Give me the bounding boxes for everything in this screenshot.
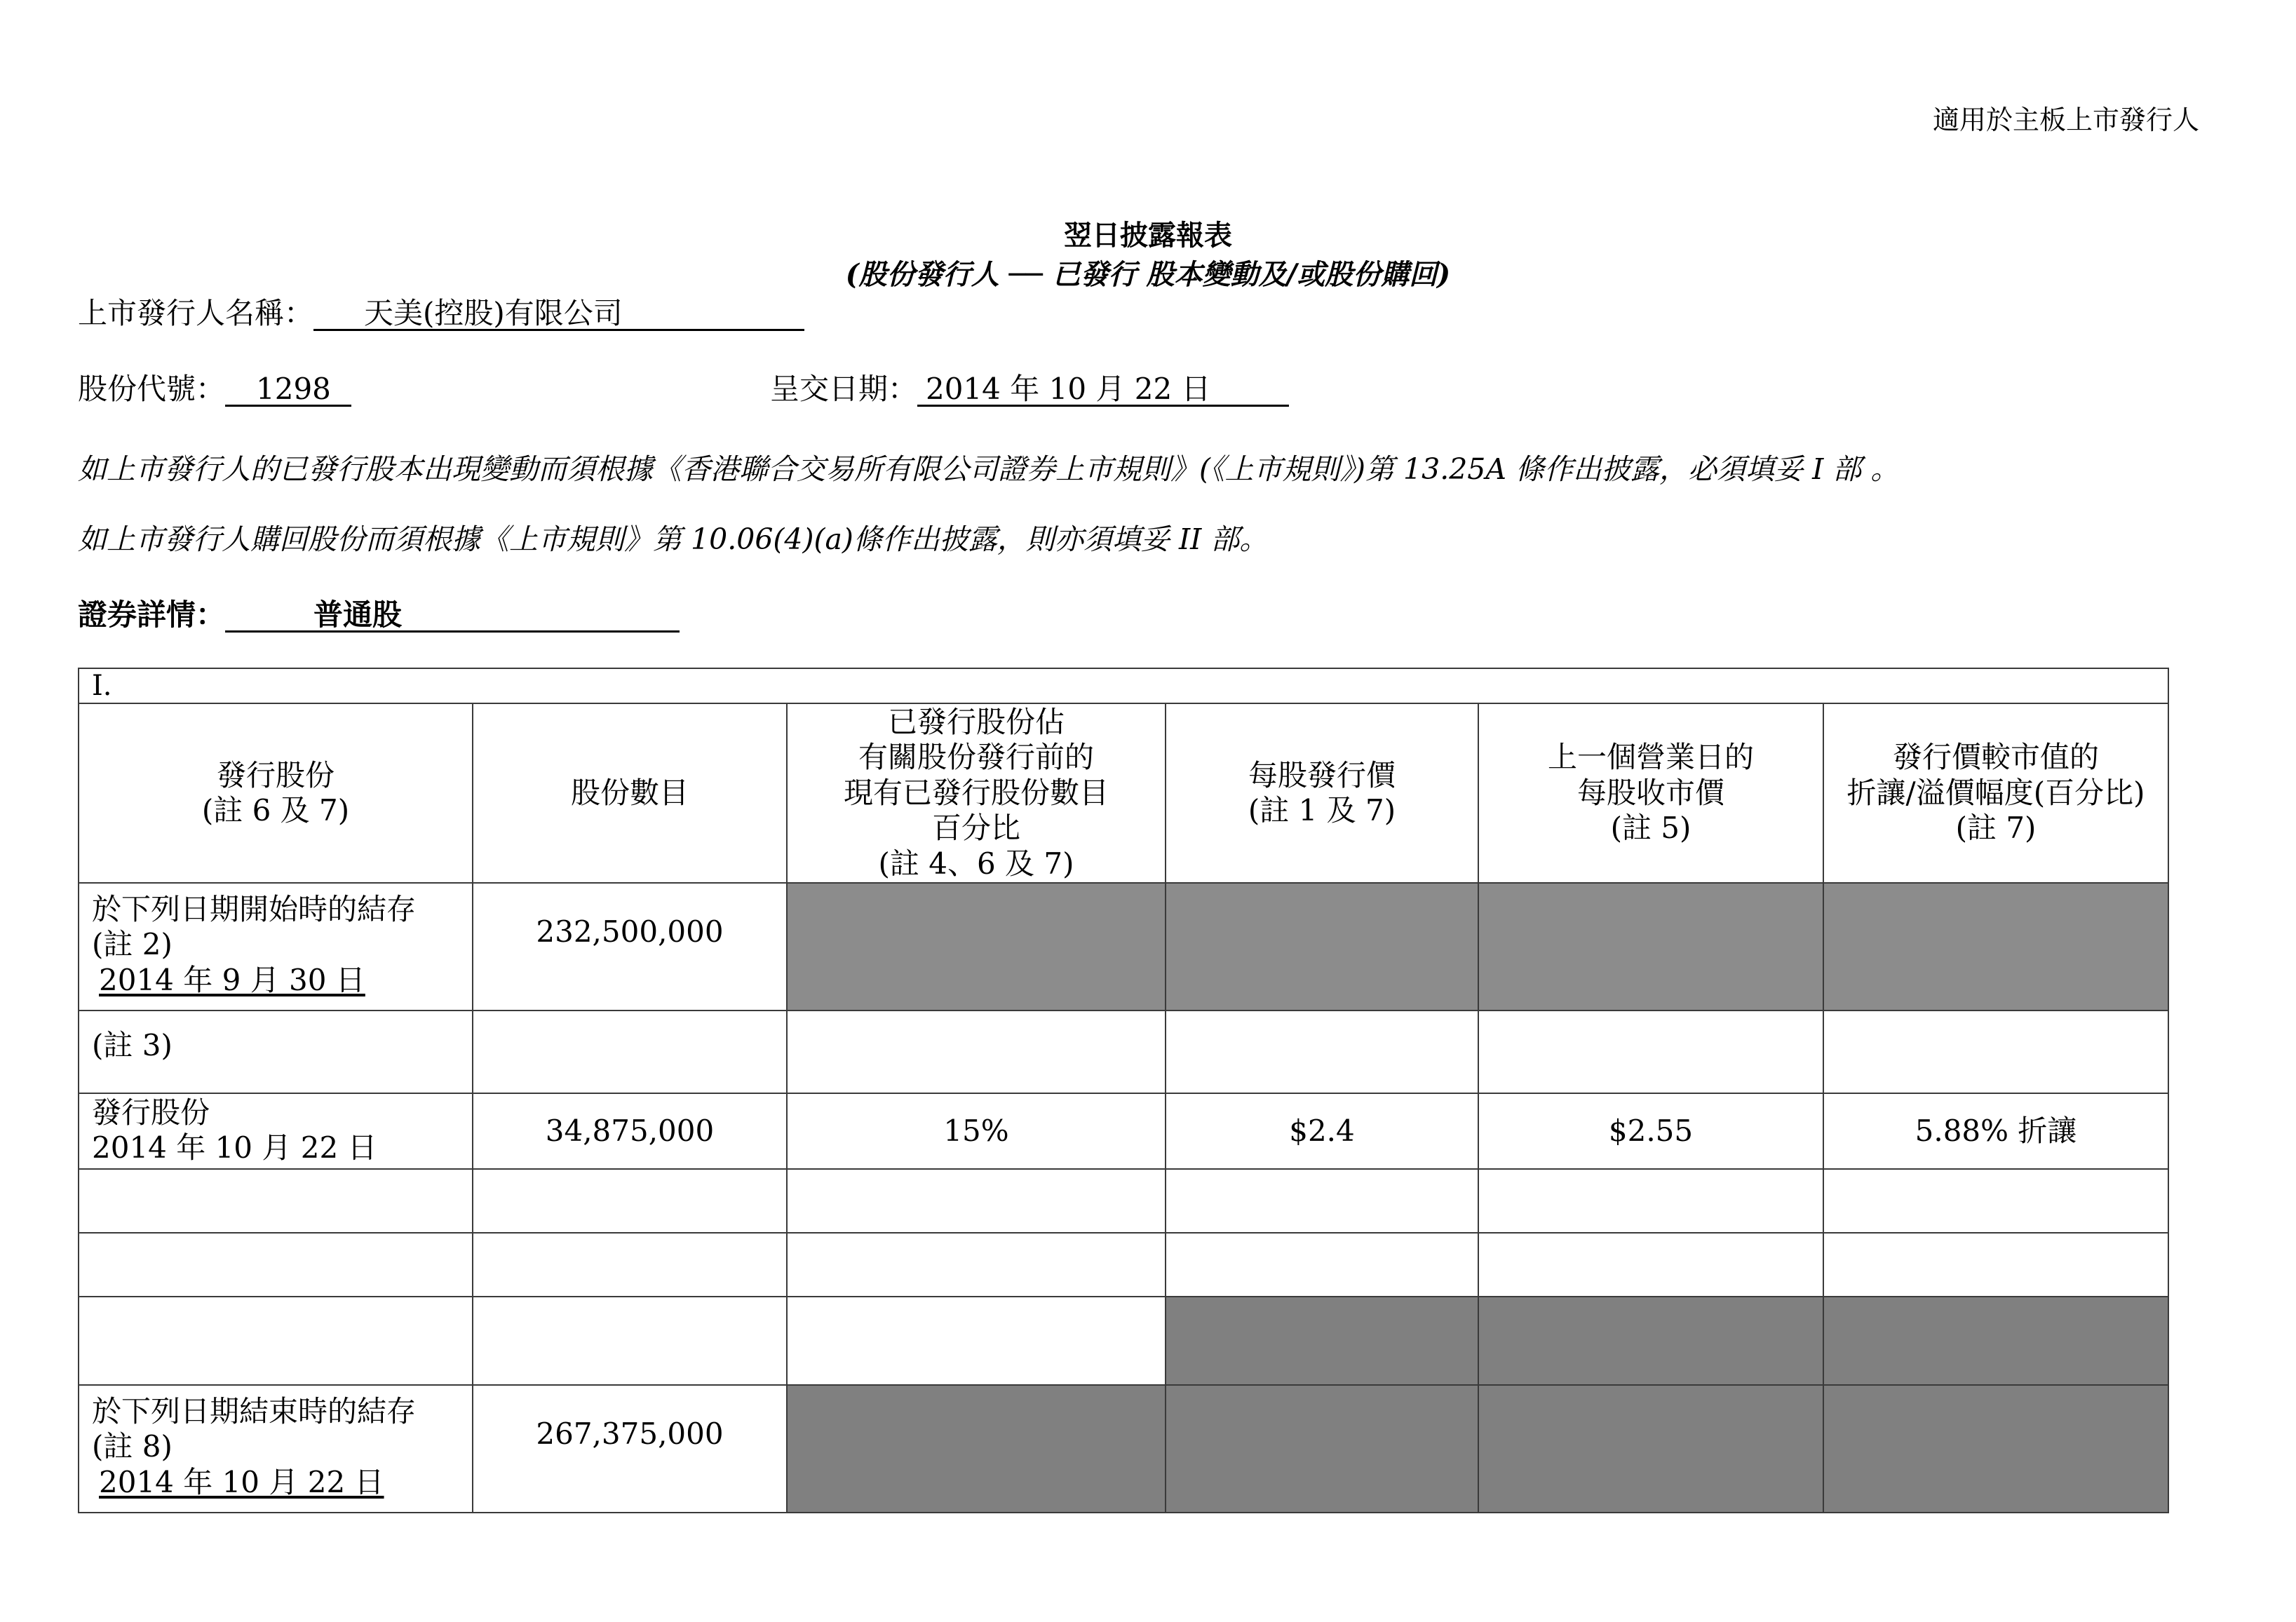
partial-shaded-row: [79, 1297, 2168, 1385]
blank-row: [79, 1233, 2168, 1297]
stock-code-field: [225, 374, 351, 407]
opening-balance-label-line1: 於下列日期開始時的結存: [92, 892, 417, 926]
empty-cell: [473, 1297, 787, 1385]
empty-cell: [1478, 1169, 1823, 1233]
empty-cell: [1823, 1169, 2168, 1233]
section-label: I.: [79, 668, 2168, 703]
disclosure-table-wrapper: [78, 668, 2168, 1513]
issuer-name-value: 天美(控股)有限公司: [364, 296, 623, 330]
issuer-name-row: [78, 290, 804, 332]
empty-cell: [1823, 1233, 2168, 1297]
closing-balance-label: [79, 1385, 473, 1513]
issuer-name-field: [313, 298, 804, 331]
issue-row: [79, 1093, 2168, 1169]
stock-code-row: [78, 366, 351, 408]
issue-label-line2: 2014 年 10 月 22 日: [92, 1130, 377, 1165]
empty-cell: [1478, 1011, 1823, 1093]
instruction-part-1: 如上市發行人的已發行股本出現變動而須根據《香港聯合交易所有限公司證券上市規則》(《上市規則》)第 13.25A 條作出披露，必須填妥 I 部 。: [78, 452, 1900, 486]
closing-balance-shares: 267,375,000: [473, 1385, 787, 1513]
empty-cell: [787, 1297, 1166, 1385]
empty-cell: [1166, 1169, 1478, 1233]
shaded-cell: [1823, 1297, 2168, 1385]
header-issued-shares: [79, 703, 473, 883]
header-row: [79, 703, 2168, 883]
header-issue-price: [1166, 703, 1478, 883]
closing-balance-row: [79, 1385, 2168, 1513]
empty-cell: [787, 1011, 1166, 1093]
instruction-part-2: 如上市發行人購回股份而須根據《上市規則》第 10.06(4)(a)條作出披露，則亦須填妥 II 部。: [78, 522, 1269, 556]
shaded-cell: [1478, 1385, 1823, 1513]
stock-code-value: 1298: [256, 372, 331, 406]
issue-discount: 5.88% 折讓: [1823, 1093, 2168, 1169]
applies-to-note: 適用於主板上市發行人: [1932, 104, 2199, 135]
note3-label: (註 3): [79, 1011, 473, 1093]
opening-balance-row: [79, 883, 2168, 1011]
header-discount-line2: 折讓/溢價幅度(百分比): [1846, 775, 2145, 810]
opening-balance-label: [79, 883, 473, 1011]
closing-balance-date: 2014 年 10 月 22 日: [99, 1464, 384, 1499]
shaded-cell: [1166, 1385, 1478, 1513]
empty-cell: [79, 1169, 473, 1233]
empty-cell: [79, 1297, 473, 1385]
opening-balance-date: 2014 年 9 月 30 日: [99, 962, 365, 997]
form-title: 翌日披露報表: [1064, 219, 1232, 252]
empty-cell: [473, 1233, 787, 1297]
submission-date-value: 2014 年 10 月 22 日: [926, 372, 1211, 406]
section-row: [79, 668, 2168, 703]
issue-label: [79, 1093, 473, 1169]
stock-code-label: 股份代號：: [78, 372, 226, 406]
empty-cell: [473, 1169, 787, 1233]
note3-row: [79, 1011, 2168, 1093]
shaded-cell: [787, 883, 1166, 1011]
header-closing-price: [1478, 703, 1823, 883]
securities-row: [78, 592, 680, 634]
empty-cell: [787, 1233, 1166, 1297]
header-percentage: [787, 703, 1166, 883]
shaded-cell: [1166, 1297, 1478, 1385]
submission-date-row: [770, 366, 1289, 408]
securities-value: 普通股: [313, 597, 403, 632]
header-issued-shares-line1: 發行股份: [216, 757, 335, 792]
submission-date-label: 呈交日期：: [770, 372, 918, 406]
form-subtitle: (股份發行人 ── 已發行 股本變動及/或股份購回): [845, 258, 1451, 291]
issue-price: $2.4: [1166, 1093, 1478, 1169]
empty-cell: [473, 1011, 787, 1093]
header-percentage-line5: (註 4、6 及 7): [878, 846, 1074, 881]
header-closing-price-line1: 上一個營業日的: [1547, 740, 1754, 775]
issue-label-line1: 發行股份: [92, 1095, 210, 1130]
header-percentage-line1: 已發行股份佔: [887, 705, 1065, 740]
empty-cell: [787, 1169, 1166, 1233]
header-percentage-line2: 有關股份發行前的: [858, 740, 1094, 775]
disclosure-table: [78, 668, 2169, 1513]
header-issued-shares-line2: (註 6 及 7): [201, 793, 350, 827]
shaded-cell: [1823, 883, 2168, 1011]
issue-close-price: $2.55: [1478, 1093, 1823, 1169]
closing-balance-label-line2: (註 8): [92, 1429, 173, 1464]
header-discount-line3: (註 7): [1955, 811, 2037, 846]
shaded-cell: [1166, 883, 1478, 1011]
header-percentage-line3: 現有已發行股份數目: [843, 775, 1109, 810]
empty-cell: [1478, 1233, 1823, 1297]
header-share-count: [473, 703, 787, 883]
header-issue-price-line1: 每股發行價: [1248, 757, 1396, 792]
header-closing-price-line2: 每股收市價: [1576, 775, 1724, 810]
blank-row: [79, 1169, 2168, 1233]
header-issue-price-line2: (註 1 及 7): [1248, 793, 1396, 827]
empty-cell: [1166, 1233, 1478, 1297]
shaded-cell: [1823, 1385, 2168, 1513]
opening-balance-label-line2: (註 2): [92, 927, 173, 962]
header-closing-price-line3: (註 5): [1610, 811, 1691, 846]
header-discount: [1823, 703, 2168, 883]
securities-field: [225, 597, 680, 633]
header-share-count-line1: 股份數目: [570, 775, 689, 810]
issuer-name-label: 上市發行人名稱：: [78, 296, 314, 330]
issue-percent: 15%: [787, 1093, 1166, 1169]
submission-date-field: [917, 374, 1289, 407]
closing-balance-label-line1: 於下列日期結束時的結存: [92, 1394, 417, 1428]
securities-label: 證券詳情：: [78, 597, 226, 632]
shaded-cell: [1478, 1297, 1823, 1385]
header-percentage-line4: 百分比: [931, 811, 1020, 846]
issue-shares: 34,875,000: [473, 1093, 787, 1169]
empty-cell: [1823, 1011, 2168, 1093]
shaded-cell: [1478, 883, 1823, 1011]
empty-cell: [1166, 1011, 1478, 1093]
empty-cell: [79, 1233, 473, 1297]
shaded-cell: [787, 1385, 1166, 1513]
header-discount-line1: 發行價較市值的: [1893, 740, 2100, 775]
opening-balance-shares: 232,500,000: [473, 883, 787, 1011]
